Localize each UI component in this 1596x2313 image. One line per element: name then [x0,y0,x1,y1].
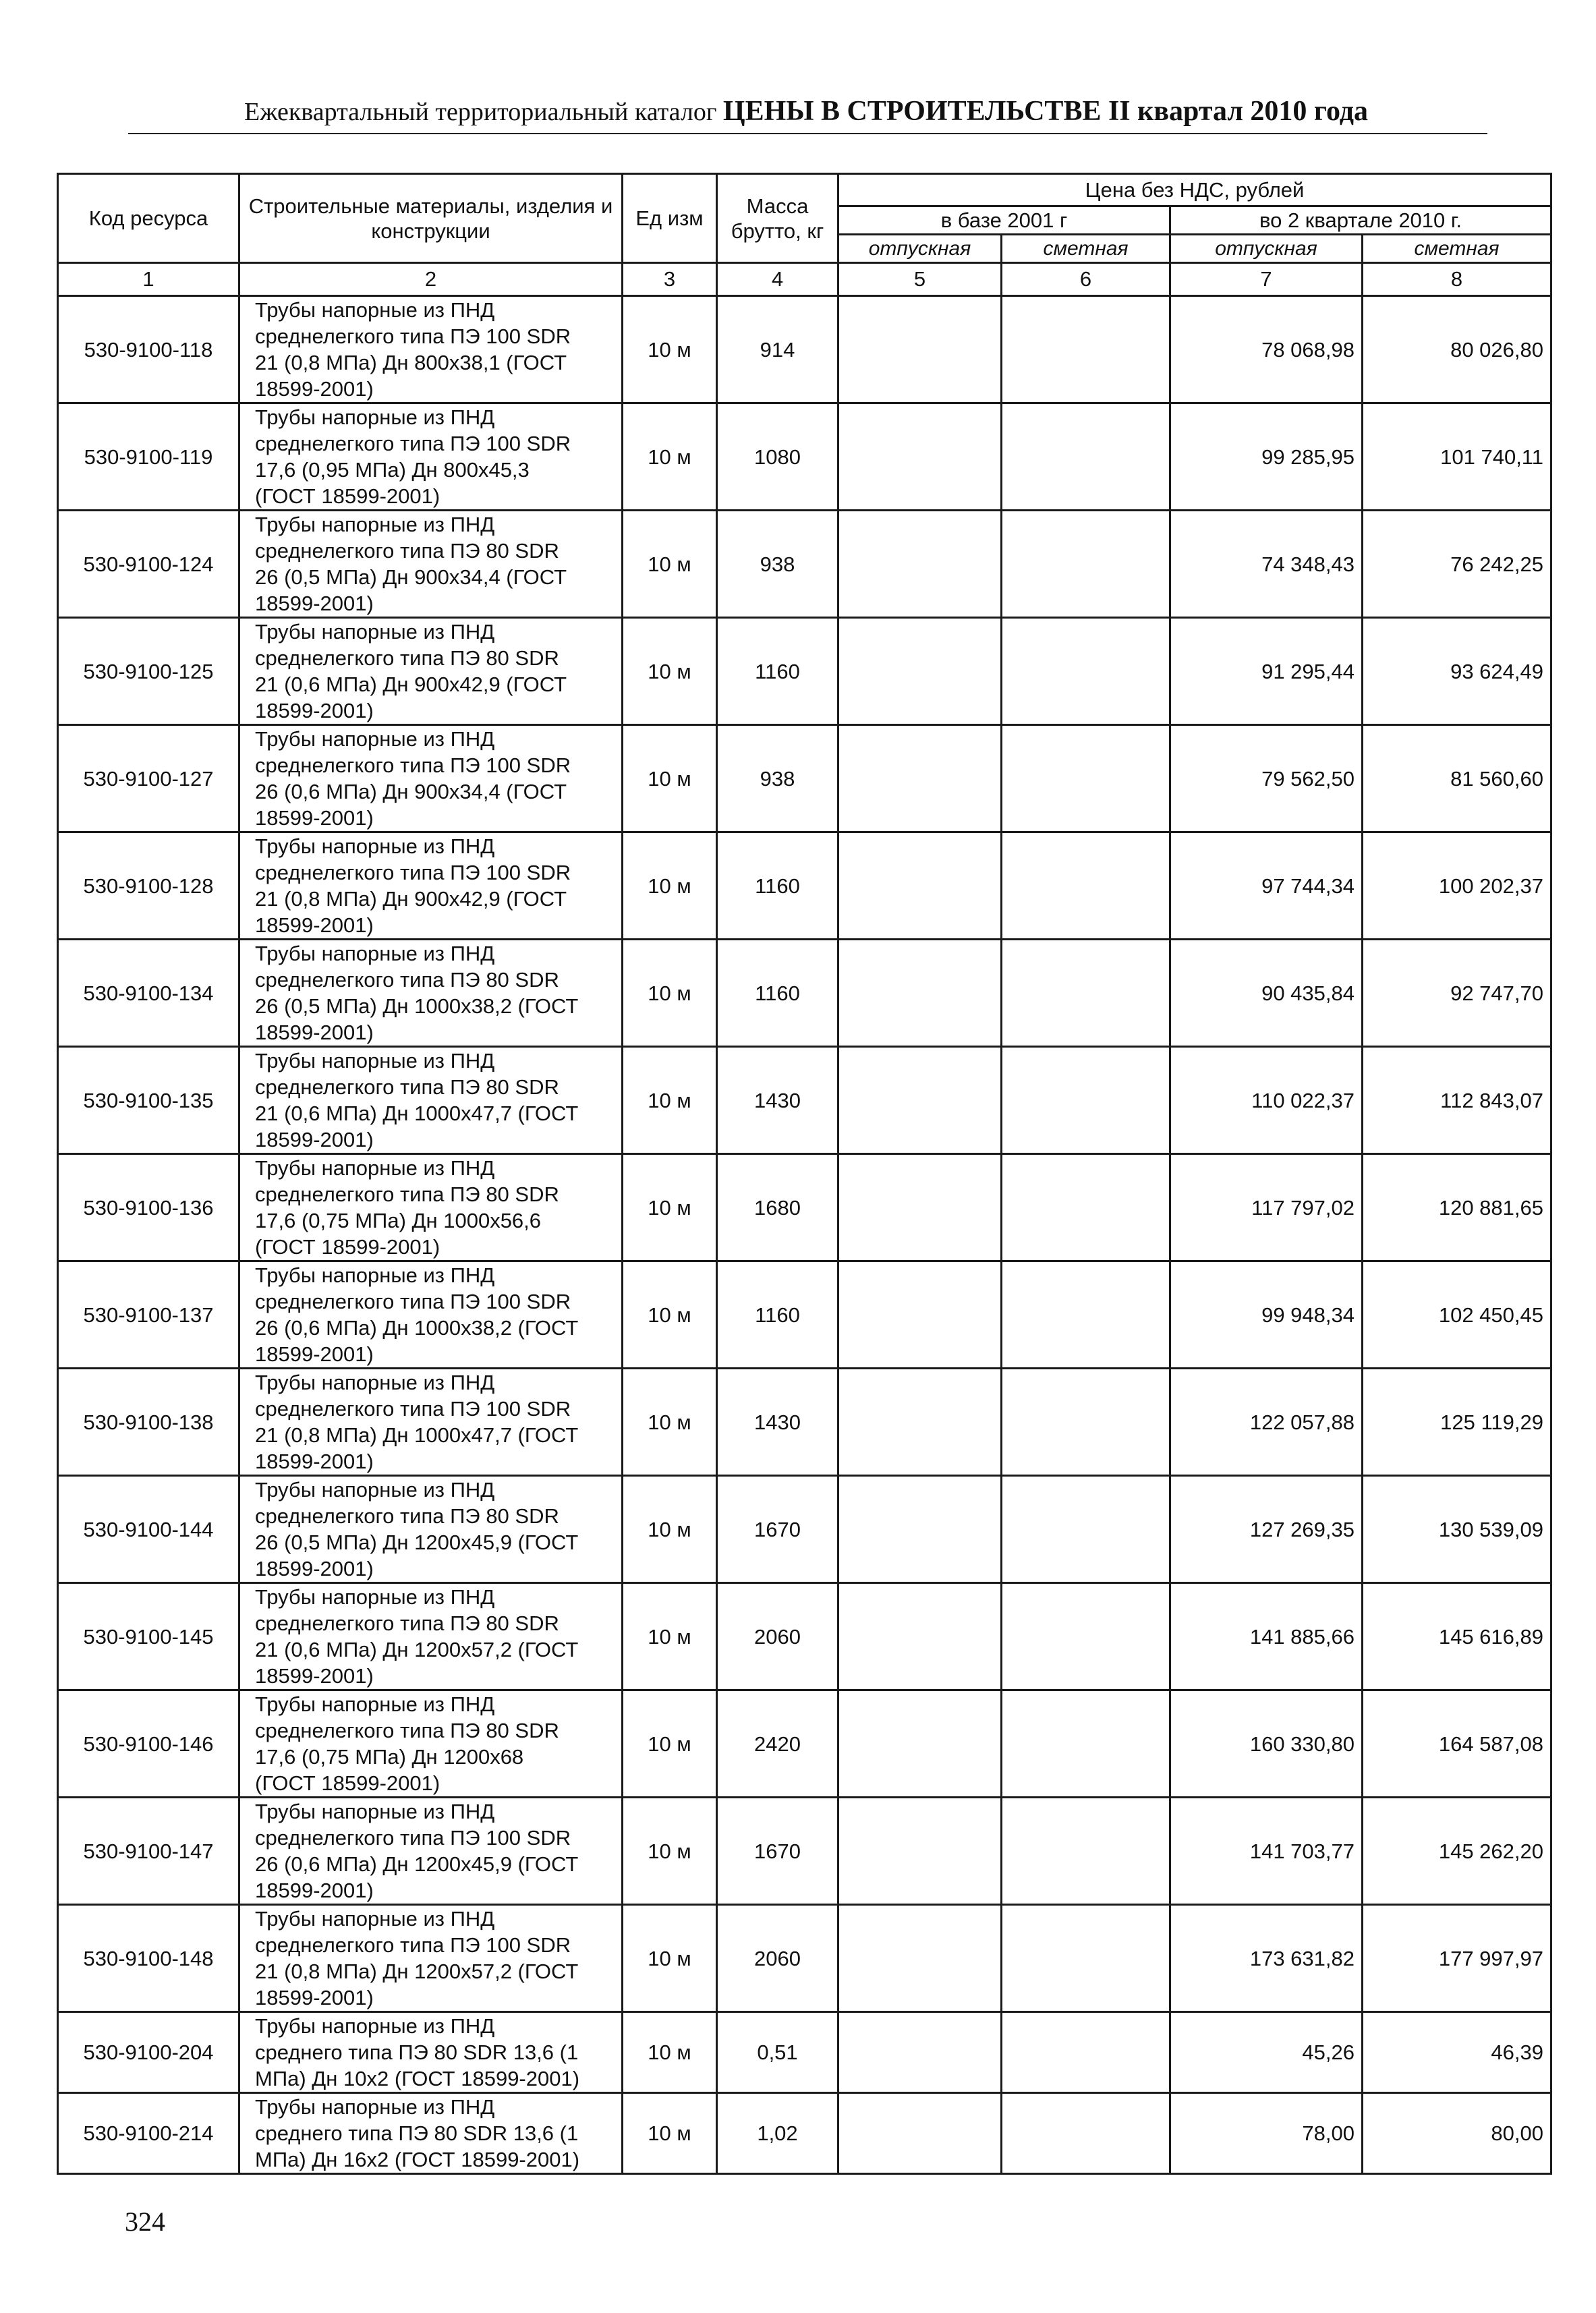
current-release-price: 110 022,37 [1170,1047,1363,1154]
description-line: среднелегкого типа ПЭ 80 SDR [255,646,559,670]
description-line: 26 (0,6 МПа) Дн 1000x38,2 (ГОСТ [255,1316,579,1340]
description-line: 18599-2001) [255,913,374,937]
resource-code: 530-9100-204 [58,2012,239,2093]
unit-cell: 10 м [623,1905,717,2012]
material-description [239,511,623,618]
description-line: Трубы напорные из ПНД [255,2014,495,2038]
current-release-price: 99 948,34 [1170,1261,1363,1369]
mass-cell: 1080 [717,403,838,511]
description-line: Трубы напорные из ПНД [255,1156,495,1180]
unit-cell: 10 м [623,1476,717,1583]
description-line: Трубы напорные из ПНД [255,727,495,751]
description-line: 26 (0,5 МПа) Дн 1000x38,2 (ГОСТ [255,994,579,1018]
mass-cell: 1,02 [717,2093,838,2174]
header-materials: Строительные материалы, изделия и конструкции [239,174,623,263]
base-estimate-price [1002,1261,1170,1369]
description-line: МПа) Дн 16x2 (ГОСТ 18599-2001) [255,2148,580,2171]
material-description [239,1261,623,1369]
description-line: 18599-2001) [255,699,374,722]
base-estimate-price [1002,940,1170,1047]
mass-cell: 1160 [717,618,838,725]
base-estimate-price [1002,725,1170,832]
description-line: 18599-2001) [255,1557,374,1580]
description-line: Трубы напорные из ПНД [255,1800,495,1823]
current-release-price: 141 885,66 [1170,1583,1363,1690]
base-estimate-price [1002,1047,1170,1154]
base-release-price [838,2012,1002,2093]
unit-cell: 10 м [623,1690,717,1798]
current-estimate-price: 164 587,08 [1363,1690,1551,1798]
current-release-price: 78,00 [1170,2093,1363,2174]
description-line: среднелегкого типа ПЭ 80 SDR [255,1611,559,1635]
table-row [58,1583,1551,1690]
base-release-price [838,1798,1002,1905]
current-estimate-price: 80,00 [1363,2093,1551,2174]
mass-cell: 1430 [717,1369,838,1476]
table-row [58,2093,1551,2174]
base-estimate-price [1002,1690,1170,1798]
description-line: Трубы напорные из ПНД [255,405,495,429]
base-release-price [838,940,1002,1047]
base-estimate-price [1002,1905,1170,2012]
current-release-price: 91 295,44 [1170,618,1363,725]
column-number: 1 [58,263,239,296]
description-line: Трубы напорные из ПНД [255,298,495,322]
base-estimate-price [1002,1583,1170,1690]
description-line: среднелегкого типа ПЭ 80 SDR [255,539,559,563]
table-row [58,1905,1551,2012]
description-line: Трубы напорные из ПНД [255,1263,495,1287]
description-line: Трубы напорные из ПНД [255,620,495,644]
table-row [58,1690,1551,1798]
description-line: 26 (0,5 МПа) Дн 1200x45,9 (ГОСТ [255,1531,579,1554]
material-description [239,1905,623,2012]
current-release-price: 79 562,50 [1170,725,1363,832]
current-release-price: 127 269,35 [1170,1476,1363,1583]
description-line: 18599-2001) [255,1342,374,1366]
resource-code: 530-9100-138 [58,1369,239,1476]
table-row [58,403,1551,511]
header-base-estimate: сметная [1002,235,1170,263]
mass-cell: 0,51 [717,2012,838,2093]
description-line: Трубы напорные из ПНД [255,1371,495,1394]
description-line: Трубы напорные из ПНД [255,1692,495,1716]
base-estimate-price [1002,618,1170,725]
header-current-release: отпускная [1170,235,1363,263]
column-number: 3 [623,263,717,296]
resource-code: 530-9100-144 [58,1476,239,1583]
current-estimate-price: 100 202,37 [1363,832,1551,940]
current-release-price: 117 797,02 [1170,1154,1363,1261]
current-estimate-price: 81 560,60 [1363,725,1551,832]
base-release-price [838,296,1002,403]
description-line: 17,6 (0,75 МПа) Дн 1000x56,6 [255,1209,542,1232]
description-line: Трубы напорные из ПНД [255,942,495,965]
base-estimate-price [1002,511,1170,618]
base-estimate-price [1002,832,1170,940]
description-line: Трубы напорные из ПНД [255,2095,495,2119]
resource-code: 530-9100-119 [58,403,239,511]
base-release-price [838,832,1002,940]
header-prefix: Ежеквартальный территориальный каталог [244,98,717,126]
description-line: 18599-2001) [255,806,374,830]
resource-code: 530-9100-214 [58,2093,239,2174]
description-line: 18599-2001) [255,377,374,401]
table-row [58,2012,1551,2093]
current-release-price: 99 285,95 [1170,403,1363,511]
current-estimate-price: 130 539,09 [1363,1476,1551,1583]
header-title: ЦЕНЫ В СТРОИТЕЛЬСТВЕ II квартал 2010 года [722,96,1368,127]
table-row [58,1047,1551,1154]
material-description [239,2012,623,2093]
mass-cell: 938 [717,511,838,618]
description-line: (ГОСТ 18599-2001) [255,1235,440,1259]
description-line: Трубы напорные из ПНД [255,834,495,858]
unit-cell: 10 м [623,940,717,1047]
current-release-price: 90 435,84 [1170,940,1363,1047]
description-line: среднелегкого типа ПЭ 100 SDR [255,1933,571,1957]
table-row [58,511,1551,618]
material-description [239,1047,623,1154]
description-line: среднелегкого типа ПЭ 80 SDR [255,1075,559,1099]
table-row [58,1798,1551,1905]
resource-code: 530-9100-147 [58,1798,239,1905]
mass-cell: 1160 [717,832,838,940]
resource-code: 530-9100-135 [58,1047,239,1154]
resource-code: 530-9100-134 [58,940,239,1047]
description-line: 26 (0,6 МПа) Дн 900x34,4 (ГОСТ [255,780,567,803]
unit-cell: 10 м [623,832,717,940]
material-description [239,940,623,1047]
resource-code: 530-9100-148 [58,1905,239,2012]
description-line: 21 (0,8 МПа) Дн 800x38,1 (ГОСТ [255,351,567,374]
current-release-price: 74 348,43 [1170,511,1363,618]
current-estimate-price: 93 624,49 [1363,618,1551,725]
material-description [239,832,623,940]
description-line: среднего типа ПЭ 80 SDR 13,6 (1 [255,2121,579,2145]
resource-code: 530-9100-146 [58,1690,239,1798]
description-line: среднего типа ПЭ 80 SDR 13,6 (1 [255,2040,579,2064]
current-release-price: 141 703,77 [1170,1798,1363,1905]
description-line: 18599-2001) [255,1450,374,1473]
base-estimate-price [1002,2093,1170,2174]
column-number: 6 [1002,263,1170,296]
resource-code: 530-9100-137 [58,1261,239,1369]
base-release-price [838,1583,1002,1690]
description-line: 26 (0,6 МПа) Дн 1200x45,9 (ГОСТ [255,1852,579,1876]
mass-cell: 1670 [717,1798,838,1905]
current-release-price: 97 744,34 [1170,832,1363,940]
description-line: среднелегкого типа ПЭ 100 SDR [255,753,571,777]
mass-cell: 2060 [717,1583,838,1690]
description-line: 21 (0,6 МПа) Дн 1200x57,2 (ГОСТ [255,1638,579,1661]
description-line: среднелегкого типа ПЭ 80 SDR [255,1719,559,1742]
description-line: 18599-2001) [255,592,374,615]
table-row [58,296,1551,403]
base-release-price [838,618,1002,725]
description-line: 21 (0,8 МПа) Дн 900x42,9 (ГОСТ [255,887,567,911]
current-release-price: 160 330,80 [1170,1690,1363,1798]
current-release-price: 173 631,82 [1170,1905,1363,2012]
material-description [239,725,623,832]
mass-cell: 2420 [717,1690,838,1798]
header-base-2001: в базе 2001 г [838,206,1170,235]
material-description [239,1369,623,1476]
current-estimate-price: 120 881,65 [1363,1154,1551,1261]
current-estimate-price: 125 119,29 [1363,1369,1551,1476]
header-current-estimate: сметная [1363,235,1551,263]
description-line: среднелегкого типа ПЭ 80 SDR [255,1182,559,1206]
header-rule [128,133,1487,134]
material-description [239,403,623,511]
material-description [239,618,623,725]
table-body [58,296,1551,2174]
mass-cell: 2060 [717,1905,838,2012]
table-row [58,940,1551,1047]
resource-code: 530-9100-128 [58,832,239,940]
description-line: 17,6 (0,75 МПа) Дн 1200x68 [255,1745,524,1769]
description-line: среднелегкого типа ПЭ 100 SDR [255,1826,571,1850]
description-line: Трубы напорные из ПНД [255,1049,495,1073]
description-line: (ГОСТ 18599-2001) [255,484,440,508]
current-estimate-price: 145 262,20 [1363,1798,1551,1905]
description-line: среднелегкого типа ПЭ 100 SDR [255,1290,571,1313]
description-line: 18599-2001) [255,1021,374,1044]
base-release-price [838,2093,1002,2174]
base-release-price [838,1154,1002,1261]
description-line: среднелегкого типа ПЭ 80 SDR [255,968,559,992]
current-estimate-price: 46,39 [1363,2012,1551,2093]
base-release-price [838,1261,1002,1369]
resource-code: 530-9100-136 [58,1154,239,1261]
unit-cell: 10 м [623,403,717,511]
description-line: 18599-2001) [255,1664,374,1688]
current-release-price: 45,26 [1170,2012,1363,2093]
description-line: 21 (0,6 МПа) Дн 1000x47,7 (ГОСТ [255,1102,579,1125]
resource-code: 530-9100-145 [58,1583,239,1690]
base-release-price [838,403,1002,511]
description-line: 18599-2001) [255,1879,374,1902]
unit-cell: 10 м [623,511,717,618]
base-release-price [838,1369,1002,1476]
unit-cell: 10 м [623,2093,717,2174]
mass-cell: 1670 [717,1476,838,1583]
material-description [239,1583,623,1690]
column-number: 5 [838,263,1002,296]
material-description [239,1476,623,1583]
unit-cell: 10 м [623,1261,717,1369]
mass-cell: 1160 [717,940,838,1047]
unit-cell: 10 м [623,1047,717,1154]
page-number: 324 [125,2206,165,2237]
column-number: 2 [239,263,623,296]
description-line: 18599-2001) [255,1128,374,1151]
base-release-price [838,1476,1002,1583]
description-line: Трубы напорные из ПНД [255,513,495,536]
table-row [58,725,1551,832]
description-line: Трубы напорные из ПНД [255,1478,495,1502]
unit-cell: 10 м [623,296,717,403]
base-estimate-price [1002,1798,1170,1905]
header-base-release: отпускная [838,235,1002,263]
header-q2-2010: во 2 квартале 2010 г. [1170,206,1551,235]
resource-code: 530-9100-127 [58,725,239,832]
resource-code: 530-9100-125 [58,618,239,725]
description-line: Трубы напорные из ПНД [255,1585,495,1609]
base-release-price [838,1905,1002,2012]
base-estimate-price [1002,1154,1170,1261]
base-release-price [838,511,1002,618]
material-description [239,1798,623,1905]
description-line: МПа) Дн 10x2 (ГОСТ 18599-2001) [255,2067,580,2090]
header-price: Цена без НДС, рублей [838,174,1551,206]
base-release-price [838,725,1002,832]
unit-cell: 10 м [623,618,717,725]
base-release-price [838,1047,1002,1154]
description-line: 17,6 (0,95 МПа) Дн 800x45,3 [255,458,530,482]
header-mass: Масса брутто, кг [717,174,838,263]
base-estimate-price [1002,1476,1170,1583]
unit-cell: 10 м [623,1798,717,1905]
base-release-price [838,1690,1002,1798]
column-number: 7 [1170,263,1363,296]
material-description [239,2093,623,2174]
mass-cell: 1160 [717,1261,838,1369]
table-row [58,832,1551,940]
current-estimate-price: 145 616,89 [1363,1583,1551,1690]
table-row [58,1369,1551,1476]
description-line: среднелегкого типа ПЭ 100 SDR [255,324,571,348]
description-line: среднелегкого типа ПЭ 100 SDR [255,861,571,884]
table-row [58,1154,1551,1261]
current-estimate-price: 101 740,11 [1363,403,1551,511]
unit-cell: 10 м [623,725,717,832]
mass-cell: 938 [717,725,838,832]
description-line: 21 (0,8 МПа) Дн 1000x47,7 (ГОСТ [255,1423,579,1447]
mass-cell: 1680 [717,1154,838,1261]
current-estimate-price: 80 026,80 [1363,296,1551,403]
unit-cell: 10 м [623,1369,717,1476]
current-estimate-price: 76 242,25 [1363,511,1551,618]
description-line: Трубы напорные из ПНД [255,1907,495,1931]
column-number-row [58,263,1551,296]
unit-cell: 10 м [623,1154,717,1261]
material-description [239,1154,623,1261]
mass-cell: 914 [717,296,838,403]
unit-cell: 10 м [623,1583,717,1690]
current-estimate-price: 112 843,07 [1363,1047,1551,1154]
base-estimate-price [1002,1369,1170,1476]
description-line: 21 (0,8 МПа) Дн 1200x57,2 (ГОСТ [255,1960,579,1983]
base-estimate-price [1002,2012,1170,2093]
material-description [239,1690,623,1798]
description-line: 21 (0,6 МПа) Дн 900x42,9 (ГОСТ [255,673,567,696]
table-row [58,618,1551,725]
base-estimate-price [1002,296,1170,403]
base-estimate-price [1002,403,1170,511]
description-line: среднелегкого типа ПЭ 100 SDR [255,432,571,455]
column-number: 4 [717,263,838,296]
header-unit: Ед изм [623,174,717,263]
current-estimate-price: 102 450,45 [1363,1261,1551,1369]
description-line: (ГОСТ 18599-2001) [255,1771,440,1795]
column-number: 8 [1363,263,1551,296]
header-code: Код ресурса [58,174,239,263]
resource-code: 530-9100-118 [58,296,239,403]
price-table [57,173,1552,2175]
page-header [128,93,1484,130]
current-release-price: 78 068,98 [1170,296,1363,403]
material-description [239,296,623,403]
description-line: среднелегкого типа ПЭ 100 SDR [255,1397,571,1421]
current-release-price: 122 057,88 [1170,1369,1363,1476]
unit-cell: 10 м [623,2012,717,2093]
description-line: среднелегкого типа ПЭ 80 SDR [255,1504,559,1528]
table-row [58,1261,1551,1369]
current-estimate-price: 177 997,97 [1363,1905,1551,2012]
description-line: 26 (0,5 МПа) Дн 900x34,4 (ГОСТ [255,565,567,589]
current-estimate-price: 92 747,70 [1363,940,1551,1047]
mass-cell: 1430 [717,1047,838,1154]
description-line: 18599-2001) [255,1986,374,2009]
resource-code: 530-9100-124 [58,511,239,618]
table-row [58,1476,1551,1583]
